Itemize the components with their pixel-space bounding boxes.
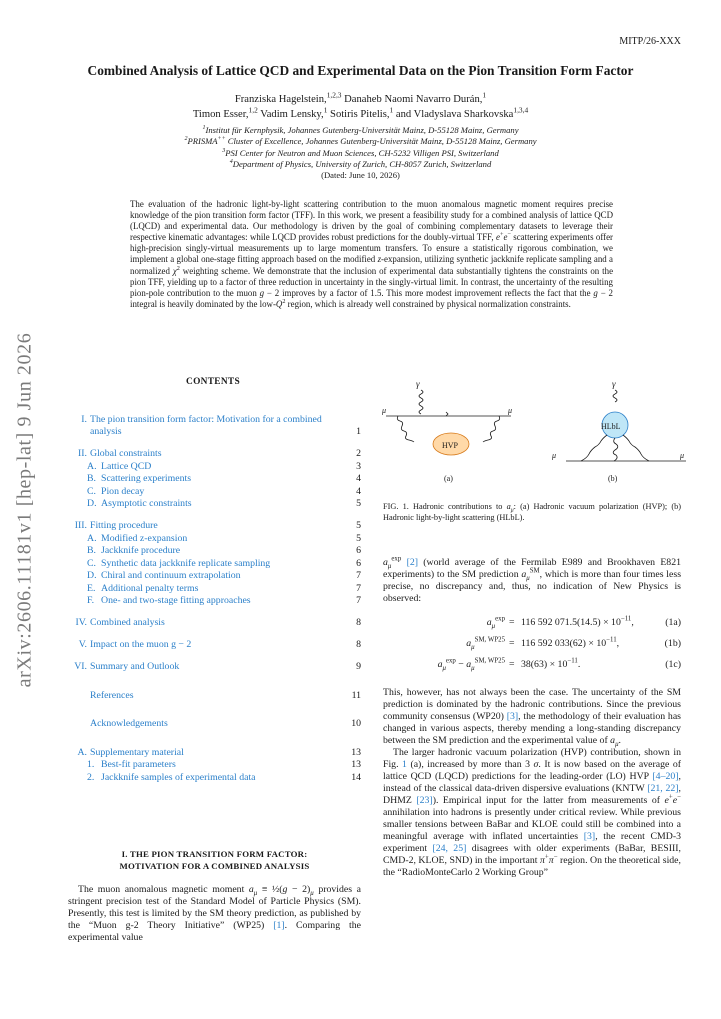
toc-text[interactable]: Supplementary material	[90, 746, 184, 758]
toc-text[interactable]: Asymptotic constraints	[101, 498, 192, 509]
contents-heading: CONTENTS	[186, 377, 240, 387]
diagram-hlbl	[551, 379, 686, 483]
toc-subsection[interactable]	[68, 570, 361, 583]
authors-line-1: Franziska Hagelstein,$^{1,2,3}$ Danaheb Naomi Navarro Durán,$^1$	[234, 90, 487, 105]
right-paragraph-2: This, however, has not always been the case. The uncertainty of the SM prediction is dominated by the hadronic contributions. Since the previous community consensus (WP20) [3], the methodology of their evaluation has changed in various aspects, thereby mending a long-standing discrepancy between the SM prediction and the experimental value of $a_\mu$. The larger hadronic vacuum polarization (HVP) contribution, shown in Fig. 1 (a), increased by more than 3 σ. It is now based on the average of lattice QCD (LQCD) predictions for the leading-order (LO) HVP [4–20], instead of the classical data-driven dispersive evaluations (KNTW [21, 22], DHMZ [23]). Empirical input for the latter from measurements of e+e− annihilation into hadrons is presently under critical review. While previous smaller tensions between BaBar and KLOE could still be combined into a meaningful average with inflated uncertainties [3], the recent CMD-3 experiment [24, 25] disagrees with older experiments (BaBar, BESIII, CMD-2, KLOE, SND) in the important π+π− region. On the theoretical side, the “RadioMonteCarlo 2 Working Group”	[383, 687, 681, 878]
toc-page: 2	[356, 448, 361, 459]
equation-1c: $a_\mu^{exp} - a_\mu^{SM, WP25}$ = $38(63) \times 10^{-11}$. (1c)	[437, 657, 681, 672]
toc-number: E.	[87, 582, 96, 594]
abstract: The evaluation of the hadronic light-by-light scattering contribution to the muon anomalous magnetic moment requires precise knowledge of the pion transition form factor (TFF). In this work, we present a feasibility study for a combined analysis of lattice QCD (LQCD) and experimental data. Our methodology is driven by the goal of combining complementary datasets to leverage their respective kinematic advantages: while LQCD provides robust predictions for the doubly-virtual TFF, e+e− scattering experiments offer high-precision singly-virtual measurements up to large momentum transfers. To ensure a statistically rigorous combination, we implement a global one-stage fitting approach based on the modified z-expansion, utilizing synthetic jackknife replicate sampling and a normalized $\chi^2$ weighting scheme. We demonstrate that the inclusion of experimental data substantially tightens the constraints on the pion TFF, yielding up to a factor of three reduction in uncertainty in the singly-virtual limit. In contrast, the uncertainty of the resulting pion-pole contribution to the muon g − 2 improves by a factor of 1.5. This more modest improvement reflects the fact that the g − 2 integral is heavily dominated by the low-$Q^2$ region, which is already well constrained by physical normalization constraints.	[130, 199, 614, 309]
arrow-a	[446, 412, 448, 416]
toc-number: III.	[74, 520, 87, 531]
mu-in-a: μ	[382, 406, 387, 415]
toc-number: V.	[78, 639, 87, 650]
toc-number: IV.	[75, 617, 87, 628]
citation-link[interactable]: [3]	[506, 711, 519, 722]
toc-text[interactable]: Impact on the muon g − 2	[90, 639, 192, 650]
figure-link[interactable]: 1	[402, 759, 407, 770]
citation-link[interactable]: [1]	[273, 920, 285, 931]
toc-subsection[interactable]	[68, 486, 361, 499]
label-a: (a)	[444, 474, 453, 483]
toc-page: 3	[356, 460, 361, 472]
toc-number: C.	[87, 557, 96, 569]
photon-loop-right	[483, 416, 500, 442]
citation-link[interactable]: [2]	[406, 557, 418, 568]
photon-b3	[623, 435, 649, 461]
toc-page: 7	[356, 582, 361, 594]
toc-subsection[interactable]	[68, 533, 361, 546]
citation-link[interactable]: [4–20]	[652, 771, 679, 782]
figure-caption: FIG. 1. Hadronic contributions to $a_\mu$: (a) Hadronic vacuum polarization (HVP); (b) Hadronic light-by-light scattering (HLbL).	[383, 502, 681, 522]
toc-text[interactable]: One- and two-stage fitting approaches	[101, 595, 251, 606]
section-1-heading	[68, 849, 361, 873]
toc-page: 5	[356, 532, 361, 544]
affiliation-2: $^2$PRISMA++ Cluster of Excellence, Johannes Gutenberg-Universität Mainz, D-55128 Mainz, Germany	[184, 136, 537, 147]
photon-line-b	[613, 390, 617, 402]
equation-1a: $a_\mu^{exp}$ = 116 592 $071.5(14.5) \times 10^{-11}$, (1a)	[486, 615, 681, 630]
label-b: (b)	[608, 474, 618, 483]
feynman-diagrams	[382, 378, 686, 488]
toc-number: B.	[87, 545, 96, 556]
toc-number: A.	[77, 746, 87, 758]
toc-page: 7	[356, 595, 361, 606]
toc-text[interactable]: Chiral and continuum extrapolation	[101, 570, 241, 581]
citation-link[interactable]: [3]	[583, 831, 596, 842]
toc-text[interactable]: References	[90, 689, 134, 701]
toc-text[interactable]: Scattering experiments	[101, 473, 192, 484]
right-paragraph-1: $a_\mu^{exp}$ [2] (world average of the Fermilab E989 and Brookhaven E821 experiments) to the SM prediction $a_\mu℠$, which is more than four times less precise, no discrepancy and, thus, no indication of New Physics is observed:	[383, 555, 682, 604]
toc-subsection[interactable]	[68, 473, 361, 486]
toc-number: I.	[81, 413, 87, 425]
toc-number: II.	[78, 448, 87, 459]
mu-out-a: μ	[508, 406, 513, 415]
toc-page: 5	[356, 520, 361, 531]
toc-page: 4	[356, 473, 361, 484]
section-1-heading-line-1: I. THE PION TRANSITION FORM FACTOR:	[121, 849, 308, 859]
toc-number: B.	[87, 473, 96, 484]
citation-link[interactable]: [24, 25]	[432, 843, 467, 854]
citation-link[interactable]: [21, 22]	[647, 783, 679, 794]
toc-page: 9	[356, 661, 361, 672]
diagram-hvp	[381, 379, 512, 483]
photon-b2	[613, 438, 618, 461]
toc-page: 13	[351, 746, 361, 758]
toc-text[interactable]: Combined analysis	[90, 617, 165, 628]
toc-text[interactable]: The pion transition form factor: Motivation for a combined analysis	[90, 413, 322, 437]
toc-text[interactable]: Jackknife samples of experimental data	[101, 771, 256, 783]
toc-appendix[interactable]	[68, 747, 361, 760]
citation-link[interactable]: [23]	[416, 795, 433, 806]
toc-page: 10	[351, 718, 361, 729]
toc-text[interactable]: Summary and Outlook	[90, 661, 180, 672]
photon-label-b: γ	[612, 379, 616, 389]
toc-number: VI.	[74, 661, 87, 672]
affiliations	[40, 125, 681, 181]
toc-page: 1	[356, 426, 361, 437]
toc-number: 2.	[87, 771, 95, 783]
toc-section[interactable]	[68, 414, 361, 439]
toc-page: 5	[356, 498, 361, 509]
hlbl-label: HLbL	[601, 422, 621, 431]
toc-page: 11	[351, 689, 361, 701]
toc-acknowledgements[interactable]	[68, 718, 361, 731]
toc-section[interactable]	[68, 448, 361, 461]
photon-line-a	[419, 390, 423, 414]
toc-number: C.	[87, 485, 96, 497]
toc-section[interactable]	[68, 661, 361, 674]
affiliation-4: $^4$Department of Physics, University of Zurich, CH-8057 Zurich, Switzerland	[229, 158, 492, 169]
toc-number: D.	[87, 570, 97, 581]
photon-loop-left	[397, 416, 414, 442]
authors-line-2: Timon Esser,$^{1,2}$ Vadim Lensky,$^1$ Sotiris Pitelis,$^1$ and Vladyslava Sharkovska$^{1,3,4}$	[192, 105, 529, 120]
toc-page: 8	[356, 617, 361, 628]
section-1-heading-line-2: MOTIVATION FOR A COMBINED ANALYSIS	[119, 860, 310, 871]
photon-b1	[581, 435, 607, 461]
table-of-contents	[68, 404, 361, 784]
report-number: MITP/26-XXX	[619, 36, 681, 47]
toc-subsection[interactable]	[68, 498, 361, 511]
toc-subsection[interactable]	[68, 595, 361, 608]
toc-subsection[interactable]	[68, 772, 361, 785]
toc-number: 1.	[87, 759, 95, 770]
toc-number: A.	[87, 532, 97, 544]
toc-subsection[interactable]	[68, 545, 361, 558]
figure-1	[382, 378, 686, 488]
toc-text[interactable]: Acknowledgements	[90, 718, 168, 729]
mu-in-b: μ	[552, 451, 557, 460]
toc-page: 13	[351, 759, 361, 770]
section-1-paragraph-1: The muon anomalous magnetic moment $a_\mu$ ≡ ½(g − $2)_\mu$ provides a stringent precision test of the Standard Model of Particle Physics (SM). Presently, this test is limited by the SM theory prediction, as published by the “Muon g-2 Theory Initiative” (WP25) [1]. Comparing the experimental value	[68, 884, 361, 943]
toc-number: D.	[87, 498, 97, 509]
toc-page: 6	[356, 545, 361, 556]
toc-page: 8	[356, 639, 361, 650]
equation-1b: $a_\mu^{SM, WP25}$ = 116 592 $033(62) \times 10^{-11}$, (1b)	[466, 636, 681, 651]
photon-label-a: γ	[416, 379, 420, 389]
toc-text[interactable]: Modified z-expansion	[101, 532, 188, 544]
toc-number: F.	[87, 595, 95, 606]
arxiv-stamp[interactable]: arXiv:2606.11181v1 [hep-lat] 9 Jun 2026	[13, 332, 36, 688]
toc-section[interactable]	[68, 520, 361, 533]
toc-page: 4	[356, 485, 361, 497]
toc-text[interactable]: Additional penalty terms	[101, 582, 199, 594]
toc-subsection[interactable]	[68, 558, 361, 571]
toc-page: 7	[356, 570, 361, 581]
toc-page: 6	[356, 557, 361, 569]
toc-text[interactable]: Fitting procedure	[90, 520, 158, 531]
toc-subsection[interactable]	[68, 461, 361, 474]
toc-text[interactable]: Pion decay	[101, 485, 145, 497]
paper-title: Combined Analysis of Lattice QCD and Experimental Data on the Pion Transition Form Factor	[87, 63, 634, 78]
mu-out-b: μ	[680, 451, 685, 460]
toc-text[interactable]: Jackknife procedure	[101, 545, 181, 556]
toc-text[interactable]: Global constraints	[90, 448, 162, 459]
affiliation-3: $^3$PSI Center for Neutron and Muon Sciences, CH-5232 Villigen PSI, Switzerland	[222, 147, 499, 158]
toc-text[interactable]: Synthetic data jackknife replicate sampling	[101, 557, 271, 569]
toc-section[interactable]	[68, 639, 361, 652]
toc-page: 14	[351, 771, 361, 783]
toc-subsection[interactable]	[68, 583, 361, 596]
toc-text[interactable]: Lattice QCD	[101, 460, 152, 472]
toc-text[interactable]: Best-fit parameters	[101, 759, 176, 770]
dated-line: (Dated: June 10, 2026)	[321, 170, 400, 181]
toc-subsection[interactable]	[68, 759, 361, 772]
toc-number: A.	[87, 460, 97, 472]
toc-references[interactable]	[68, 690, 361, 703]
affiliation-1: $^1$Institut für Kernphysik, Johannes Gutenberg-Universität Mainz, D-55128 Mainz, Germany	[202, 125, 519, 135]
hvp-label: HVP	[442, 441, 459, 450]
toc-section[interactable]	[68, 617, 361, 630]
author-list	[40, 90, 681, 122]
